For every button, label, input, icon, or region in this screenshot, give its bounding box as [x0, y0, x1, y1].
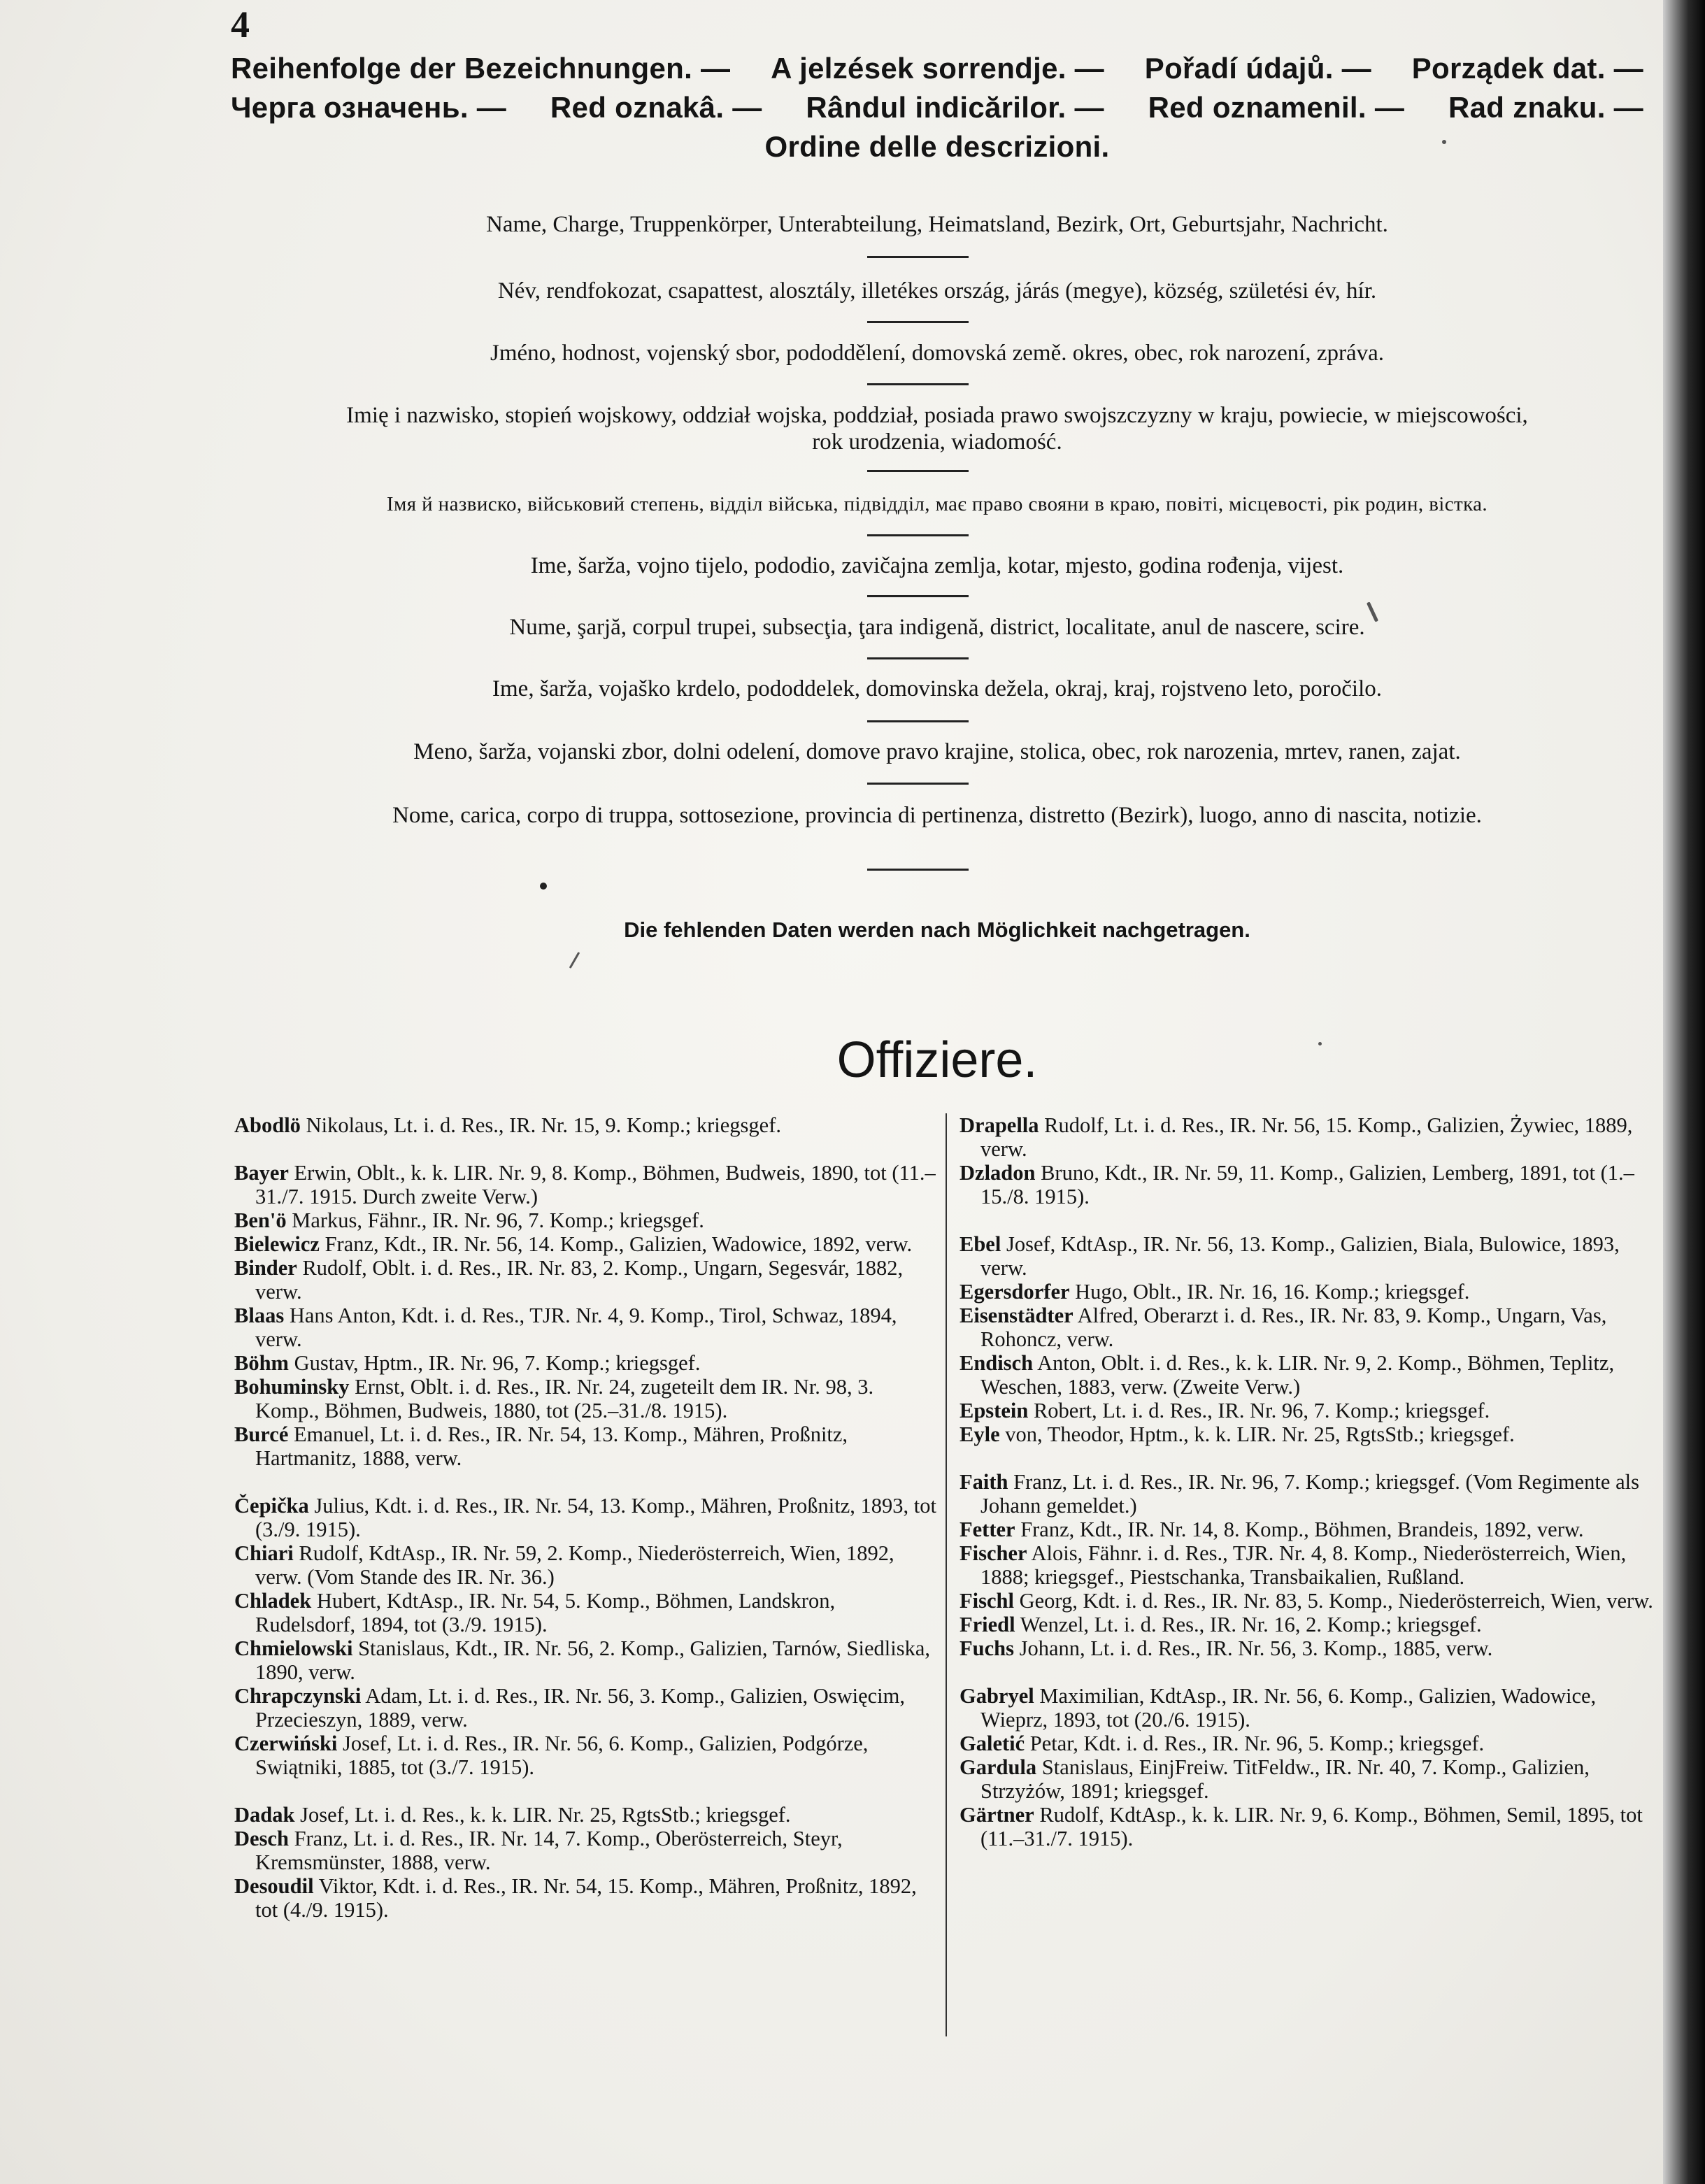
officer-details: Rudolf, KdtAsp., IR. Nr. 59, 2. Komp., Niederösterreich, Wien, 1892, verw. (Vom Stande des IR. Nr. 36.)	[255, 1541, 894, 1589]
separator-line	[867, 783, 969, 785]
officer-surname: Dadak	[234, 1803, 295, 1827]
officer-surname: Czerwiński	[234, 1732, 338, 1755]
officer-entry	[234, 1113, 937, 1137]
officer-surname: Gardula	[959, 1755, 1037, 1779]
officer-entry	[234, 1589, 937, 1636]
officer-surname: Čepička	[234, 1494, 309, 1518]
header-phrase: Черга означень. —	[231, 91, 507, 124]
officer-details: Rudolf, Oblt. i. d. Res., IR. Nr. 83, 2. Komp., Ungarn, Segesvár, 1882, verw.	[255, 1256, 904, 1304]
scan-mark	[1318, 1042, 1322, 1045]
officer-details: Robert, Lt. i. d. Res., IR. Nr. 96, 7. Komp.; kriegsgef.	[1028, 1399, 1490, 1422]
officer-surname: Burcé	[234, 1422, 289, 1446]
officer-details: Anton, Oblt. i. d. Res., k. k. LIR. Nr. 9, 2. Komp., Böhmen, Teplitz, Weschen, 1883, verw. (Zweite Verw.)	[980, 1351, 1615, 1399]
officer-details: Petar, Kdt. i. d. Res., IR. Nr. 96, 5. Komp.; kriegsgef.	[1025, 1732, 1485, 1755]
officer-surname: Bayer	[234, 1161, 289, 1185]
officer-details: Wenzel, Lt. i. d. Res., IR. Nr. 16, 2. Komp.; kriegsgef.	[1015, 1613, 1482, 1636]
officer-details: Franz, Lt. i. d. Res., IR. Nr. 96, 7. Komp.; kriegsgef. (Vom Regimente als Johann gemeldet.)	[980, 1470, 1639, 1518]
officer-details: Franz, Kdt., IR. Nr. 14, 8. Komp., Böhmen, Brandeis, 1892, verw.	[1015, 1518, 1584, 1541]
officer-details: Hubert, KdtAsp., IR. Nr. 54, 5. Komp., Böhmen, Landskron, Rudelsdorf, 1894, tot (3./9. 1915).	[255, 1589, 836, 1636]
officer-surname: Binder	[234, 1256, 297, 1280]
officer-entry	[959, 1684, 1662, 1732]
description-ukrainian: Імя й назвиско, військовий степень, відділ війська, підвідділ, має право свояни в краю, повіті, місцевості, рік родин, вістка.	[386, 493, 1488, 515]
officer-surname: Drapella	[959, 1113, 1039, 1137]
officer-surname: Endisch	[959, 1351, 1034, 1375]
officer-surname: Friedl	[959, 1613, 1015, 1636]
officer-details: Josef, KdtAsp., IR. Nr. 56, 13. Komp., Galizien, Biala, Bulowice, 1893, verw.	[980, 1232, 1620, 1280]
officer-details: Julius, Kdt. i. d. Res., IR. Nr. 54, 13. Komp., Mähren, Proßnitz, 1893, tot (3./9. 1915).	[255, 1494, 936, 1541]
officer-entry	[234, 1803, 937, 1827]
separator-line	[867, 321, 969, 323]
header-title	[231, 49, 1643, 166]
officer-details: Hugo, Oblt., IR. Nr. 16, 16. Komp.; kriegsgef.	[1069, 1280, 1470, 1304]
officer-entry	[959, 1422, 1662, 1446]
officer-surname: Fischl	[959, 1589, 1014, 1613]
officer-surname: Chmielowski	[234, 1636, 353, 1660]
header-phrase: Ordine delle descrizioni.	[764, 130, 1110, 163]
officer-details: Emanuel, Lt. i. d. Res., IR. Nr. 54, 13. Komp., Mähren, Proßnitz, Hartmanitz, 1888, verw.	[255, 1422, 848, 1470]
officer-details: Josef, Lt. i. d. Res., k. k. LIR. Nr. 25, RgtsStb.; kriegsgef.	[294, 1803, 791, 1827]
scan-mark	[569, 952, 580, 969]
officer-surname: Epstein	[959, 1399, 1029, 1422]
officer-entry	[234, 1636, 937, 1684]
officer-details: Georg, Kdt. i. d. Res., IR. Nr. 83, 5. Komp., Niederösterreich, Wien, verw.	[1013, 1589, 1653, 1613]
officer-details: Josef, Lt. i. d. Res., IR. Nr. 56, 6. Komp., Galizien, Podgórze, Swiątniki, 1885, tot (3./7. 1915).	[255, 1732, 869, 1779]
officer-surname: Ben'ö	[234, 1208, 287, 1232]
officer-entry	[959, 1518, 1662, 1541]
page-number: 4	[231, 3, 250, 45]
officer-entry	[959, 1541, 1662, 1589]
officer-surname: Gabryel	[959, 1684, 1034, 1708]
officer-details: Nikolaus, Lt. i. d. Res., IR. Nr. 15, 9. Komp.; kriegsgef.	[300, 1113, 781, 1137]
officer-surname: Eyle	[959, 1422, 1000, 1446]
officer-entry	[234, 1732, 937, 1779]
officer-details: Franz, Lt. i. d. Res., IR. Nr. 14, 7. Komp., Oberösterreich, Steyr, Kremsmünster, 1888, verw.	[255, 1827, 843, 1874]
officer-entry	[959, 1399, 1662, 1422]
header-phrase: Red oznakâ. —	[550, 91, 762, 124]
officer-details: Franz, Kdt., IR. Nr. 56, 14. Komp., Galizien, Wadowice, 1892, verw.	[319, 1232, 913, 1256]
officer-entry	[959, 1113, 1662, 1161]
officer-surname: Galetić	[959, 1732, 1025, 1755]
officer-surname: Gärtner	[959, 1803, 1034, 1827]
officer-details: Alfred, Oberarzt i. d. Res., IR. Nr. 83, 9. Komp., Ungarn, Vas, Rohoncz, verw.	[980, 1304, 1607, 1351]
officer-surname: Faith	[959, 1470, 1008, 1494]
officer-surname: Fetter	[959, 1518, 1015, 1541]
officer-details: Stanislaus, Kdt., IR. Nr. 56, 2. Komp., Galizien, Tarnów, Siedliska, 1890, verw.	[255, 1636, 930, 1684]
officer-entry	[959, 1304, 1662, 1351]
officer-entry	[959, 1351, 1662, 1399]
officer-details: von, Theodor, Hptm., k. k. LIR. Nr. 25, RgtsStb.; kriegsgef.	[999, 1422, 1515, 1446]
separator-line	[867, 595, 969, 597]
officer-entry	[234, 1208, 937, 1232]
officer-surname: Fuchs	[959, 1636, 1014, 1660]
officer-details: Maximilian, KdtAsp., IR. Nr. 56, 6. Komp., Galizien, Wadowice, Wieprz, 1893, tot (20./6. 1915).	[980, 1684, 1597, 1732]
header-phrase: Rad znaku. —	[1448, 91, 1643, 124]
separator-line	[867, 657, 969, 659]
officer-entry	[234, 1541, 937, 1589]
officer-details: Johann, Lt. i. d. Res., IR. Nr. 56, 3. Komp., 1885, verw.	[1013, 1636, 1493, 1660]
officer-entry	[234, 1232, 937, 1256]
description-hungarian: Név, rendfokozat, csapattest, alosztály, illetékes ország, járás (megye), község, születési év, hír.	[497, 278, 1377, 304]
header-line-2	[231, 88, 1643, 127]
description-german: Name, Charge, Truppenkörper, Unterabteilung, Heimatsland, Bezirk, Ort, Geburtsjahr, Nachricht.	[486, 212, 1388, 237]
officer-surname: Chrapczynski	[234, 1684, 362, 1708]
officer-entry	[959, 1613, 1662, 1636]
officer-entry	[234, 1161, 937, 1208]
officer-entry	[959, 1280, 1662, 1304]
officer-details: Markus, Fähnr., IR. Nr. 96, 7. Komp.; kriegsgef.	[286, 1208, 704, 1232]
officer-entry	[959, 1161, 1662, 1208]
description-polish	[231, 402, 1643, 455]
officer-surname: Desoudil	[234, 1874, 314, 1898]
officer-surname: Dzladon	[959, 1161, 1036, 1185]
officer-entry	[234, 1684, 937, 1732]
officer-details: Adam, Lt. i. d. Res., IR. Nr. 56, 3. Komp., Galizien, Oswięcim, Przecieszyn, 1889, verw.	[255, 1684, 906, 1732]
officer-entry	[959, 1470, 1662, 1518]
header-line-1	[231, 49, 1643, 88]
officer-surname: Ebel	[959, 1232, 1001, 1256]
officer-details: Alois, Fähnr. i. d. Res., TJR. Nr. 4, 8. Komp., Niederösterreich, Wien, 1888; kriegsgef., Piestschanka, Transbaikalien, Rußland.	[980, 1541, 1627, 1589]
officer-surname: Chiari	[234, 1541, 294, 1565]
officer-surname: Eisenstädter	[959, 1304, 1073, 1327]
description-slovak: Meno, šarža, vojanski zbor, dolni odelení, domove pravo krajine, stolica, obec, rok narozenia, mrtev, ranen, zajat.	[413, 739, 1461, 764]
description-italian: Nome, carica, corpo di truppa, sottosezione, provincia di pertinenza, distretto (Bezirk), luogo, anno di nascita, notizie.	[392, 803, 1482, 828]
officer-details: Erwin, Oblt., k. k. LIR. Nr. 9, 8. Komp., Böhmen, Budweis, 1890, tot (11.–31./7. 1915. Durch zweite Verw.)	[255, 1161, 936, 1208]
officer-entry	[234, 1827, 937, 1874]
officer-entry	[234, 1422, 937, 1470]
officer-surname: Fischer	[959, 1541, 1027, 1565]
officer-surname: Bielewicz	[234, 1232, 320, 1256]
separator-line	[867, 534, 969, 536]
header-line-3	[231, 127, 1643, 166]
header-phrase: Pořadí údajů. —	[1144, 52, 1371, 85]
header-phrase: Porządek dat. —	[1411, 52, 1643, 85]
officer-details: Hans Anton, Kdt. i. d. Res., TJR. Nr. 4, 9. Komp., Tirol, Schwaz, 1894, verw.	[255, 1304, 897, 1351]
officer-entry	[959, 1732, 1662, 1755]
officer-details: Rudolf, KdtAsp., k. k. LIR. Nr. 9, 6. Komp., Böhmen, Semil, 1895, tot (11.–31./7. 1915).	[980, 1803, 1643, 1850]
separator-line	[867, 470, 969, 472]
officer-details: Bruno, Kdt., IR. Nr. 59, 11. Komp., Galizien, Lemberg, 1891, tot (1.–15./8. 1915).	[980, 1161, 1634, 1208]
officer-entry	[234, 1351, 937, 1375]
separator-line	[867, 383, 969, 385]
officer-surname: Chladek	[234, 1589, 312, 1613]
header-phrase: A jelzések sorrendje. —	[771, 52, 1104, 85]
officer-entry	[959, 1803, 1662, 1850]
scan-mark	[1442, 140, 1446, 144]
officer-entry	[234, 1256, 937, 1304]
separator-line	[867, 720, 969, 722]
section-title: Offiziere.	[836, 1032, 1038, 1088]
officer-surname: Egersdorfer	[959, 1280, 1070, 1304]
column-divider	[946, 1113, 947, 2036]
ink-dot	[540, 883, 547, 890]
officer-details: Viktor, Kdt. i. d. Res., IR. Nr. 54, 15. Komp., Mähren, Proßnitz, 1892, tot (4./9. 1915).	[255, 1874, 917, 1922]
officer-entry	[234, 1874, 937, 1922]
officer-entry	[234, 1375, 937, 1422]
separator-line	[867, 869, 969, 871]
description-romanian: Nume, şarjă, corpul trupei, subsecţia, ţara indigenă, district, localitate, anul de nascere, scire.	[509, 615, 1365, 640]
header-phrase: Rândul indicărilor. —	[806, 91, 1104, 124]
left-column	[234, 1113, 937, 1922]
officer-entry	[234, 1304, 937, 1351]
officer-surname: Abodlö	[234, 1113, 301, 1137]
officer-details: Ernst, Oblt. i. d. Res., IR. Nr. 24, zugeteilt dem IR. Nr. 98, 3. Komp., Böhmen, Budweis, 1880, tot (25.–31./8. 1915).	[255, 1375, 874, 1422]
officer-details: Gustav, Hptm., IR. Nr. 96, 7. Komp.; kriegsgef.	[288, 1351, 701, 1375]
officer-surname: Desch	[234, 1827, 289, 1850]
separator-line	[867, 256, 969, 258]
officer-surname: Blaas	[234, 1304, 285, 1327]
header-phrase: Reihenfolge der Bezeichnungen. —	[231, 52, 731, 85]
header-phrase: Red oznamenil. —	[1148, 91, 1405, 124]
officer-surname: Böhm	[234, 1351, 289, 1375]
scan-edge	[1663, 0, 1705, 2184]
officer-details: Rudolf, Lt. i. d. Res., IR. Nr. 56, 15. Komp., Galizien, Żywiec, 1889, verw.	[980, 1113, 1633, 1161]
officer-entry	[959, 1589, 1662, 1613]
officer-entry	[234, 1494, 937, 1541]
right-column	[959, 1113, 1662, 1850]
description-polish-line-2: rok urodzenia, wiadomość.	[812, 429, 1062, 455]
officer-entry	[959, 1755, 1662, 1803]
officer-details: Stanislaus, EinjFreiw. TitFeldw., IR. Nr. 40, 7. Komp., Galizien, Strzyżów, 1891; kriegsgef.	[980, 1755, 1590, 1803]
description-polish-line-1: Imię i nazwisko, stopień wojskowy, oddział wojska, poddział, posiada prawo swojszczyzny w kraju, powiecie, w miejscowości,	[346, 403, 1528, 428]
description-slovenian: Ime, šarža, vojaško krdelo, pododdelek, domovinska dežela, okraj, kraj, rojstveno leto, poročilo.	[492, 676, 1382, 701]
officer-entry	[959, 1232, 1662, 1280]
missing-data-note: Die fehlenden Daten werden nach Möglichkeit nachgetragen.	[624, 918, 1250, 942]
officer-surname: Bohuminsky	[234, 1375, 350, 1399]
description-czech: Jméno, hodnost, vojenský sbor, pododdělení, domovská země. okres, obec, rok narození, zpráva.	[490, 341, 1385, 366]
officer-entry	[959, 1636, 1662, 1660]
description-croatian: Ime, šarža, vojno tijelo, pododio, zavičajna zemlja, kotar, mjesto, godina rođenja, vijest.	[530, 553, 1344, 578]
